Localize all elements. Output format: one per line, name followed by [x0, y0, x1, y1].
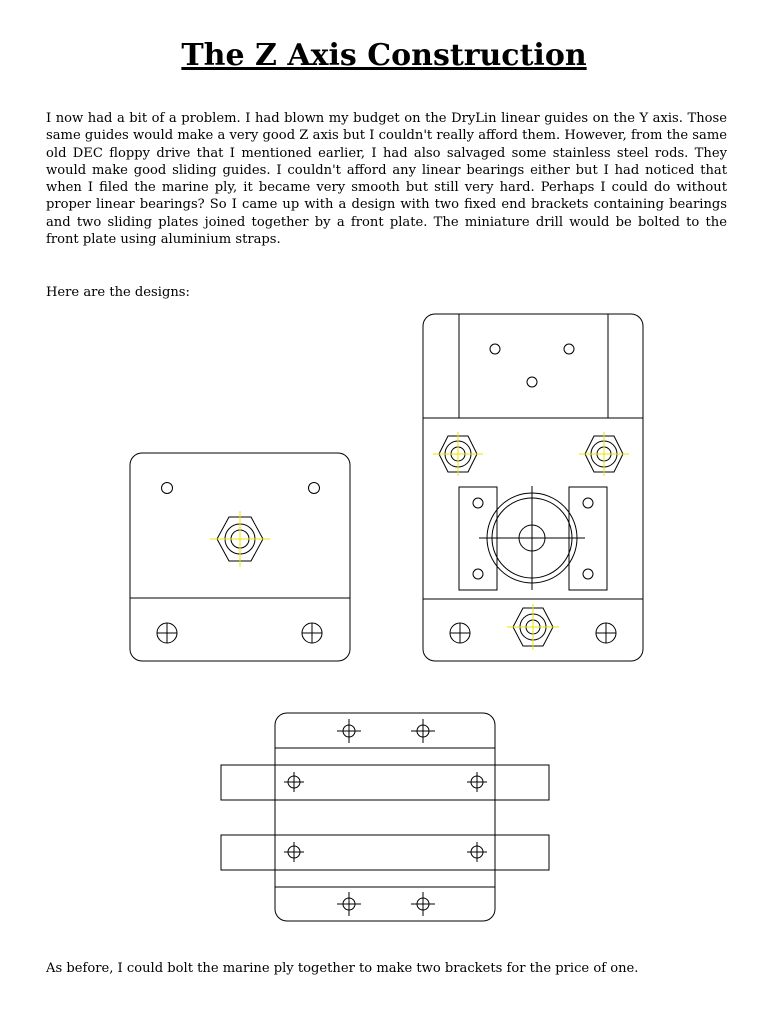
front-plate-drawing: [218, 711, 554, 925]
sliding-carriage-drawing: [421, 312, 647, 664]
designs-intro-text: Here are the designs:: [46, 285, 190, 300]
body-paragraph: I now had a bit of a problem. I had blown my budget on the DryLin linear guides on the Y axis. Those same guides would make a very good Z axis but I couldn't really afford them. However, from the same old DEC floppy drive that I mentioned earlier, I had also salvaged some stainless steel rods. They would make good sliding guides. I couldn't afford any linear bearings either but I had noticed that when I filed the marine ply, it became very smooth but still very hard. Perhaps I could do without proper linear bearings? So I came up with a design with two fixed end brackets containing bearings and two sliding plates joined together by a front plate. The miniature drill would be bolted to the front plate using aluminium straps.: [46, 111, 727, 248]
closing-text: As before, I could bolt the marine ply together to make two brackets for the price of one.: [46, 961, 639, 976]
page-title: The Z Axis Construction: [181, 38, 587, 73]
end-bracket-drawing: [128, 451, 354, 665]
